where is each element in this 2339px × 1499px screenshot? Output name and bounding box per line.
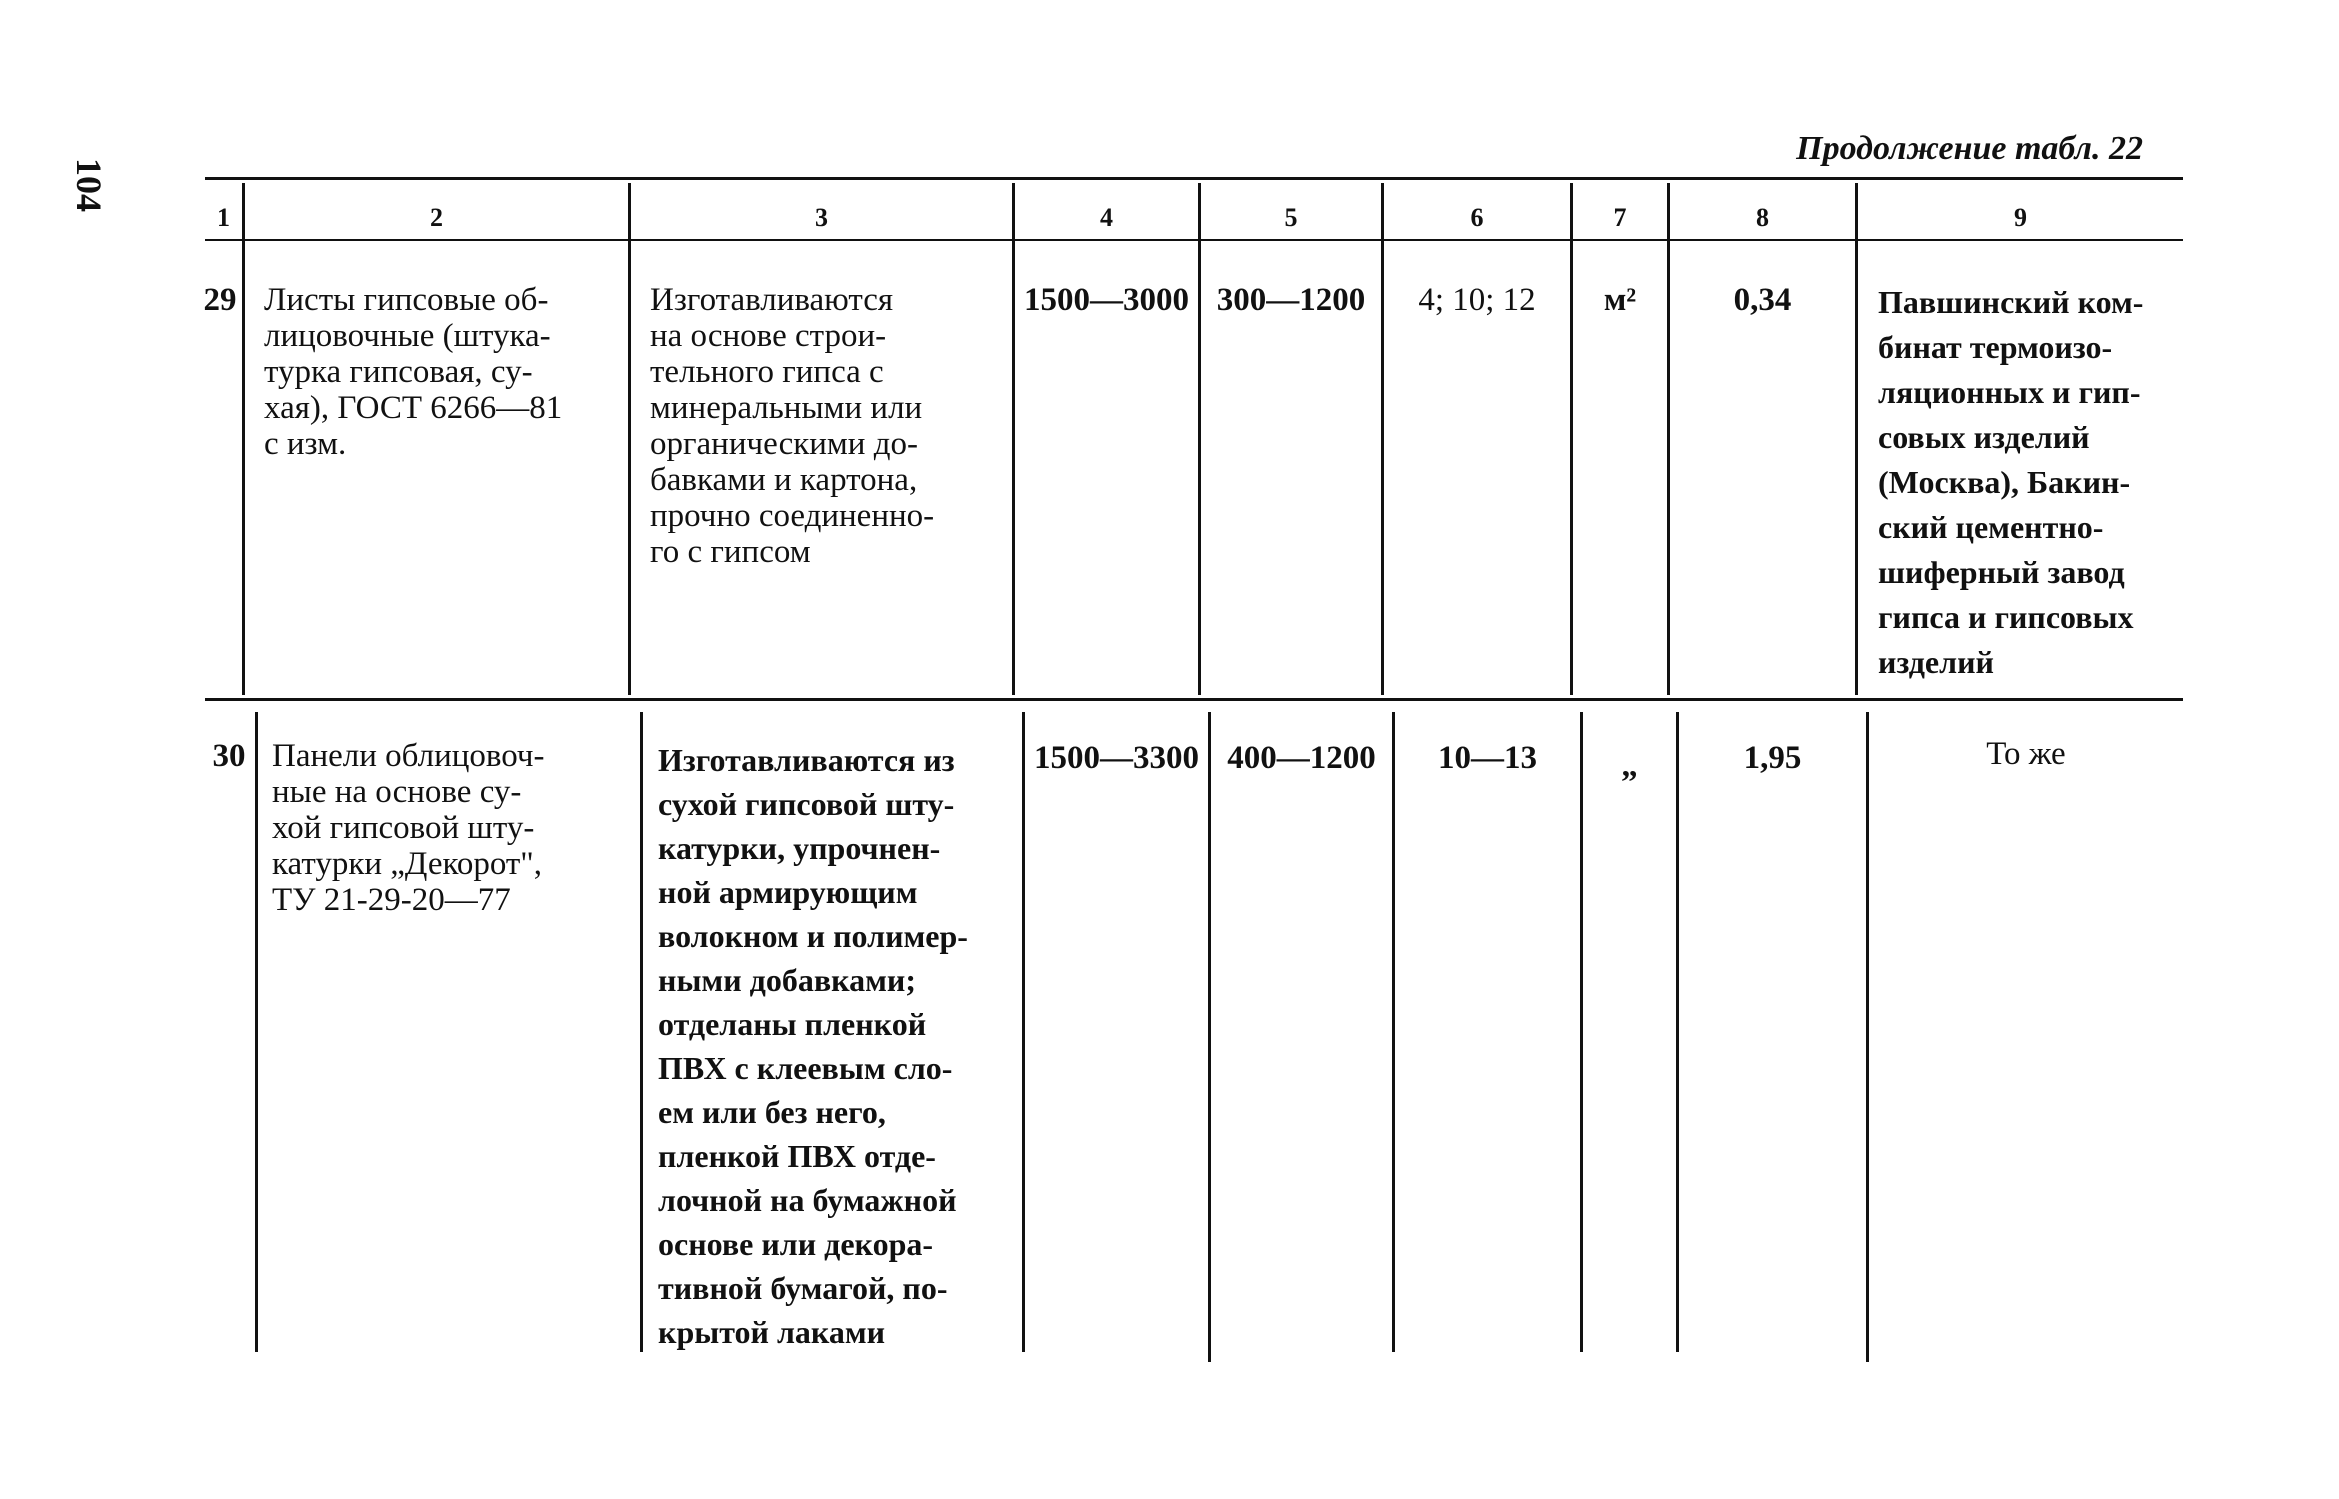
column-divider <box>1012 183 1015 695</box>
material-description: Изготавливаются на основе строи- тельного гипса с минеральными или органическими до- бавками и картона, прочно соединенно- го с гипсом <box>650 282 935 570</box>
length-range: 1500—3300 <box>1034 740 1199 776</box>
width-range: 300—1200 <box>1216 282 1366 318</box>
column-divider <box>1855 183 1858 695</box>
table-top-rule <box>205 177 2183 180</box>
column-header-6: 6 <box>1470 203 1484 232</box>
material-name: Панели облицовоч- ные на основе су- хой гипсовой шту- катурки „Декорот", ТУ 21-29-20—77 <box>272 738 545 918</box>
manufacturer: То же <box>1986 736 2066 772</box>
column-header-2: 2 <box>430 203 443 232</box>
header-bottom-rule <box>205 239 2183 241</box>
column-divider <box>1022 712 1025 1352</box>
unit: м² <box>1603 282 1637 318</box>
column-header-3: 3 <box>815 203 828 232</box>
column-divider <box>1208 712 1211 1362</box>
column-divider <box>1667 183 1670 695</box>
column-divider <box>1866 712 1869 1362</box>
column-header-9: 9 <box>2014 203 2027 232</box>
column-divider <box>1676 712 1679 1352</box>
column-divider <box>1381 183 1384 695</box>
column-header-7: 7 <box>1613 203 1627 232</box>
row-number: 30 <box>212 738 246 774</box>
column-divider <box>1392 712 1395 1352</box>
length-range: 1500—3000 <box>1024 282 1189 318</box>
value: 1,95 <box>1743 740 1802 776</box>
column-header-4: 4 <box>1100 203 1113 232</box>
width-range: 400—1200 <box>1227 740 1376 776</box>
thickness: 10—13 <box>1438 740 1537 776</box>
column-header-8: 8 <box>1756 203 1769 232</box>
manufacturer: Павшинский ком- бинат термоизо- ляционных и гип- совых изделий (Москва), Бакин- ский цементно- шиферный завод гипса и гипсовых изделий <box>1878 284 2144 680</box>
column-divider <box>242 183 245 695</box>
column-header-1: 1 <box>217 203 230 232</box>
value: 0,34 <box>1733 282 1792 318</box>
column-divider <box>1580 712 1583 1352</box>
column-divider <box>1198 183 1201 695</box>
column-divider <box>640 712 643 1352</box>
continuation-label: Продолжение табл. 22 <box>1796 130 2143 167</box>
row-separator-rule <box>205 698 2183 701</box>
column-divider <box>628 183 631 695</box>
unit: „ <box>1621 748 1638 784</box>
column-divider <box>1570 183 1573 695</box>
column-divider <box>255 712 258 1352</box>
page-number: 104 <box>69 158 109 212</box>
column-header-5: 5 <box>1284 203 1298 232</box>
material-description: Изготавливаются из сухой гипсовой шту- катурки, упрочнен- ной армирующим волокном и полимер- ными добавками; отделаны пленкой ПВХ с клеевым сло- ем или без него, пленкой ПВХ отде- лочной на бумажной основе или декора- тивной бумагой, по- крытой лаками <box>658 742 968 1350</box>
material-name: Листы гипсовые об- лицовочные (штука- турка гипсовая, су- хая), ГОСТ 6266—81 с изм. <box>264 282 563 462</box>
thickness: 4; 10; 12 <box>1418 282 1536 318</box>
row-number: 29 <box>203 282 237 318</box>
